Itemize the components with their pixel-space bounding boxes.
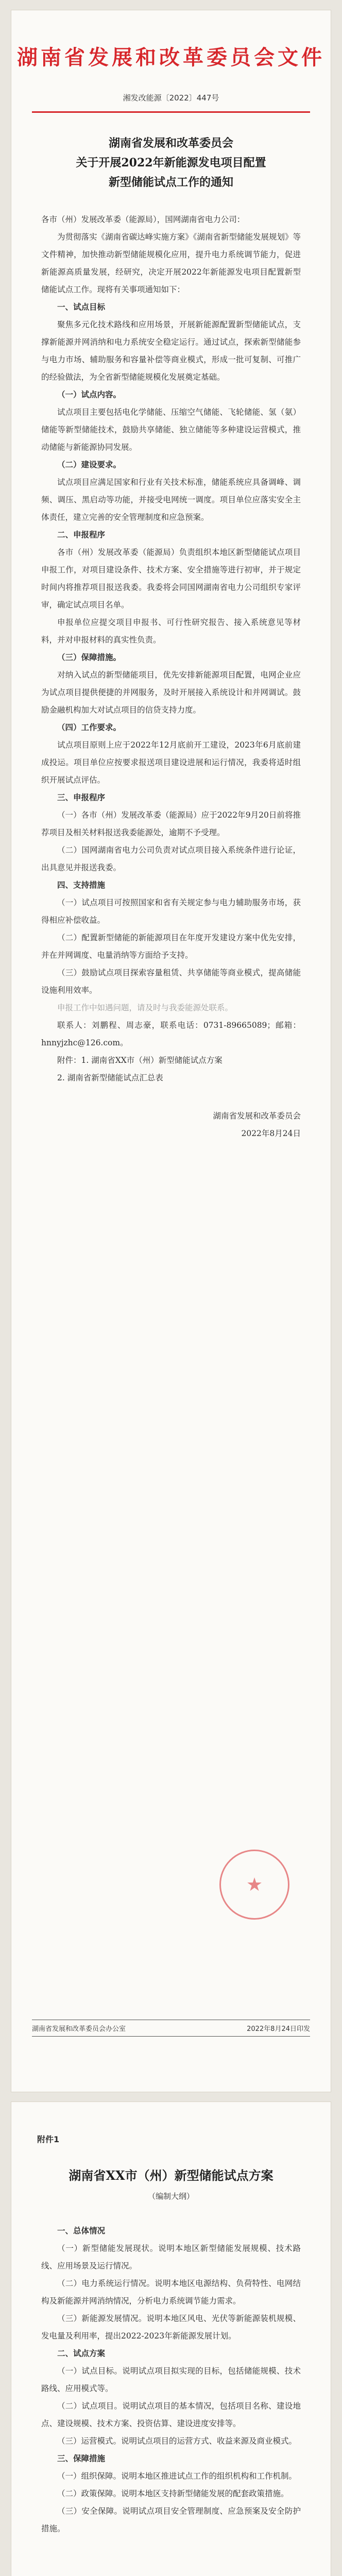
red-divider — [32, 111, 310, 113]
paragraph: 各市（州）发展改革委（能源局）负责组织本地区新型储能试点项目申报工作，对项目建设条件、技术方案、安全措施等进行初审，并于规定时间内将推荐项目报送我委。我委将会同国网湖南省电力公司组织专家评审，确定试点项目名单。 — [41, 548, 301, 609]
notice-title-line: 新型储能试点工作的通知 — [108, 176, 233, 189]
section-heading: （一）试点内容。 — [57, 389, 122, 399]
paragraph: （二）国网湖南省电力公司负责对试点项目接入系统条件进行论证，出具意见并报送我委。 — [41, 845, 301, 872]
paragraph: （一）新型储能发展现状。说明本地区新型储能发展规模、技术路线、应用场景及运行情况。 — [41, 2244, 301, 2270]
footer-row — [32, 2023, 310, 2033]
paragraph: （二）试点项目。说明试点项目的基本情况，包括项目名称、建设地点、建设规模、技术方案、投资估算、建设进度安排等。 — [41, 2401, 301, 2428]
paragraph: （一）试点目标。说明试点项目拟实现的目标，包括储能规模、技术路线、应用模式等。 — [41, 2366, 301, 2393]
paragraph: 试点项目原则上应于2022年12月底前开工建设，2023年6月底前建成投运。项目单位应按要求报送项目建设进展和运行情况，我委将适时组织开展试点评估。 — [41, 740, 301, 785]
paragraph: 试点项目应满足国家和行业有关技术标准，储能系统应具备调峰、调频、调压、黑启动等功能，并接受电网统一调度。项目单位应落实安全主体责任，建立完善的安全管理制度和应急预案。 — [41, 478, 301, 522]
section-heading: 二、试点方案 — [57, 2349, 106, 2358]
signature-org: 湖南省发展和改革委员会 — [213, 1111, 301, 1121]
official-seal — [219, 1850, 289, 1920]
paragraph: （二）政策保障。说明本地区支持新型储能发展的配套政策措施。 — [57, 2489, 289, 2498]
notice-title-line: 关于开展2022年新能源发电项目配置 — [76, 156, 266, 170]
paragraph: （二）电力系统运行情况。说明本地区电源结构、负荷特性、电网结构及新能源并网消纳情况，分析电力系统调节能力需求。 — [41, 2279, 301, 2306]
section-heading: 三、申报程序 — [57, 793, 106, 802]
section-heading: 一、试点目标 — [57, 302, 106, 312]
paragraph: （一）组织保障。说明本地区推进试点工作的组织机构和工作机制。 — [57, 2471, 297, 2481]
paragraph: （二）配置新型储能的新能源项目在年度开发建设方案中优先安排，并在并网调度、电量消纳等方面给予支持。 — [41, 933, 301, 960]
document-header: 湖南省发展和改革委员会文件 — [17, 45, 325, 70]
paragraph: 对纳入试点的新型储能项目，优先安排新能源项目配置，电网企业应为试点项目提供便捷的并网服务，及时开展接入系统设计和并网调试。鼓励金融机构加大对试点项目的信贷支持力度。 — [41, 670, 301, 715]
annex-subtitle: （编制大纲） — [147, 2192, 194, 2201]
paragraph: （一）各市（州）发展改革委（能源局）应于2022年9月20日前将推荐项目及相关材料报送我委能源处，逾期不予受理。 — [41, 810, 301, 837]
paragraph: 申报单位应提交项目申报书、可行性研究报告、接入系统意见等材料，并对申报材料的真实性负责。 — [41, 618, 301, 645]
annex-body — [41, 2222, 301, 2537]
paragraph: 附件：1. 湖南省XX市（州）新型储能试点方案 — [57, 1056, 223, 1065]
paragraph: （三）鼓励试点项目探索容量租赁、共享储能等商业模式，提高储能设施利用效率。 — [41, 968, 301, 995]
annex-page — [11, 2102, 331, 2576]
paragraph: （一）试点项目可按照国家和省有关规定参与电力辅助服务市场，获得相应补偿收益。 — [41, 898, 301, 925]
paragraph: 各市（州）发展改革委（能源局），国网湖南省电力公司： — [41, 215, 245, 224]
paragraph: （三）新能源发展情况。说明本地区风电、光伏等新能源装机规模、发电量及利用率，提出2022-2023年新能源发展计划。 — [41, 2314, 301, 2341]
print-footer — [11, 2020, 331, 2037]
notice-page — [11, 10, 331, 2092]
section-heading: （四）工作要求。 — [57, 722, 122, 732]
footer-divider — [32, 2036, 310, 2037]
footer-issuer: 湖南省发展和改革委员会办公室 — [32, 2025, 126, 2033]
paragraph: 聚焦多元化技术路线和应用场景，开展新能源配置新型储能试点，支撑新能源并网消纳和电力系统安全稳定运行。通过试点，探索新型储能参与电力市场、辅助服务和容量补偿等商业模式，形成一批可复制、可推广的经验做法，为全省新型储能规模化发展奠定基础。 — [41, 320, 301, 382]
section-heading: （二）建设要求。 — [57, 460, 122, 469]
section-heading: 三、保障措施 — [57, 2454, 106, 2463]
paragraph: 2. 湖南省新型储能试点汇总表 — [57, 1073, 163, 1082]
annex-title: 湖南省XX市（州）新型储能试点方案 — [69, 2168, 273, 2183]
document-number: 湘发改能源〔2022〕447号 — [123, 93, 219, 103]
signature-block — [41, 1107, 301, 1142]
paragraph: 为贯彻落实《湖南省碳达峰实施方案》《湖南省新型储能发展规划》等文件精神，加快推动新型储能规模化应用，提升电力系统调节能力，促进新能源高质量发展，经研究，决定开展2022年新能源发电项目配置新型储能试点工作。现将有关事项通知如下： — [41, 232, 301, 294]
footer-issue-date: 2022年8月24日印发 — [247, 2025, 310, 2033]
notice-title — [42, 133, 300, 192]
annex-label: 附件1 — [37, 2134, 60, 2144]
signature-date: 2022年8月24日 — [241, 1129, 301, 1138]
section-heading: 一、总体情况 — [57, 2226, 106, 2235]
paragraph: （三）运营模式。说明试点项目的运营方式、收益来源及商业模式。 — [57, 2436, 297, 2446]
section-heading: 四、支持措施 — [57, 880, 106, 890]
paragraph: 申报工作中如遇问题，请及时与我委能源处联系。 — [57, 1003, 233, 1012]
star-icon: ★ — [246, 1874, 263, 1895]
paragraph: 联系人：刘鹏程、周志豪，联系电话：0731-89665089；邮箱：hnnyjzhc@126.com。 — [41, 1021, 301, 1047]
section-heading: 二、申报程序 — [57, 530, 106, 539]
section-heading: （三）保障措施。 — [57, 652, 122, 662]
notice-title-line: 湖南省发展和改革委员会 — [108, 137, 233, 150]
paragraph: （三）安全保障。说明试点项目安全管理制度、应急预案及安全防护措施。 — [41, 2506, 301, 2533]
notice-body — [41, 211, 301, 1087]
paragraph: 试点项目主要包括电化学储能、压缩空气储能、飞轮储能、氢（氨）储能等新型储能技术，鼓励共享储能、独立储能等多种建设运营模式，推动储能与新能源协同发展。 — [41, 408, 301, 452]
